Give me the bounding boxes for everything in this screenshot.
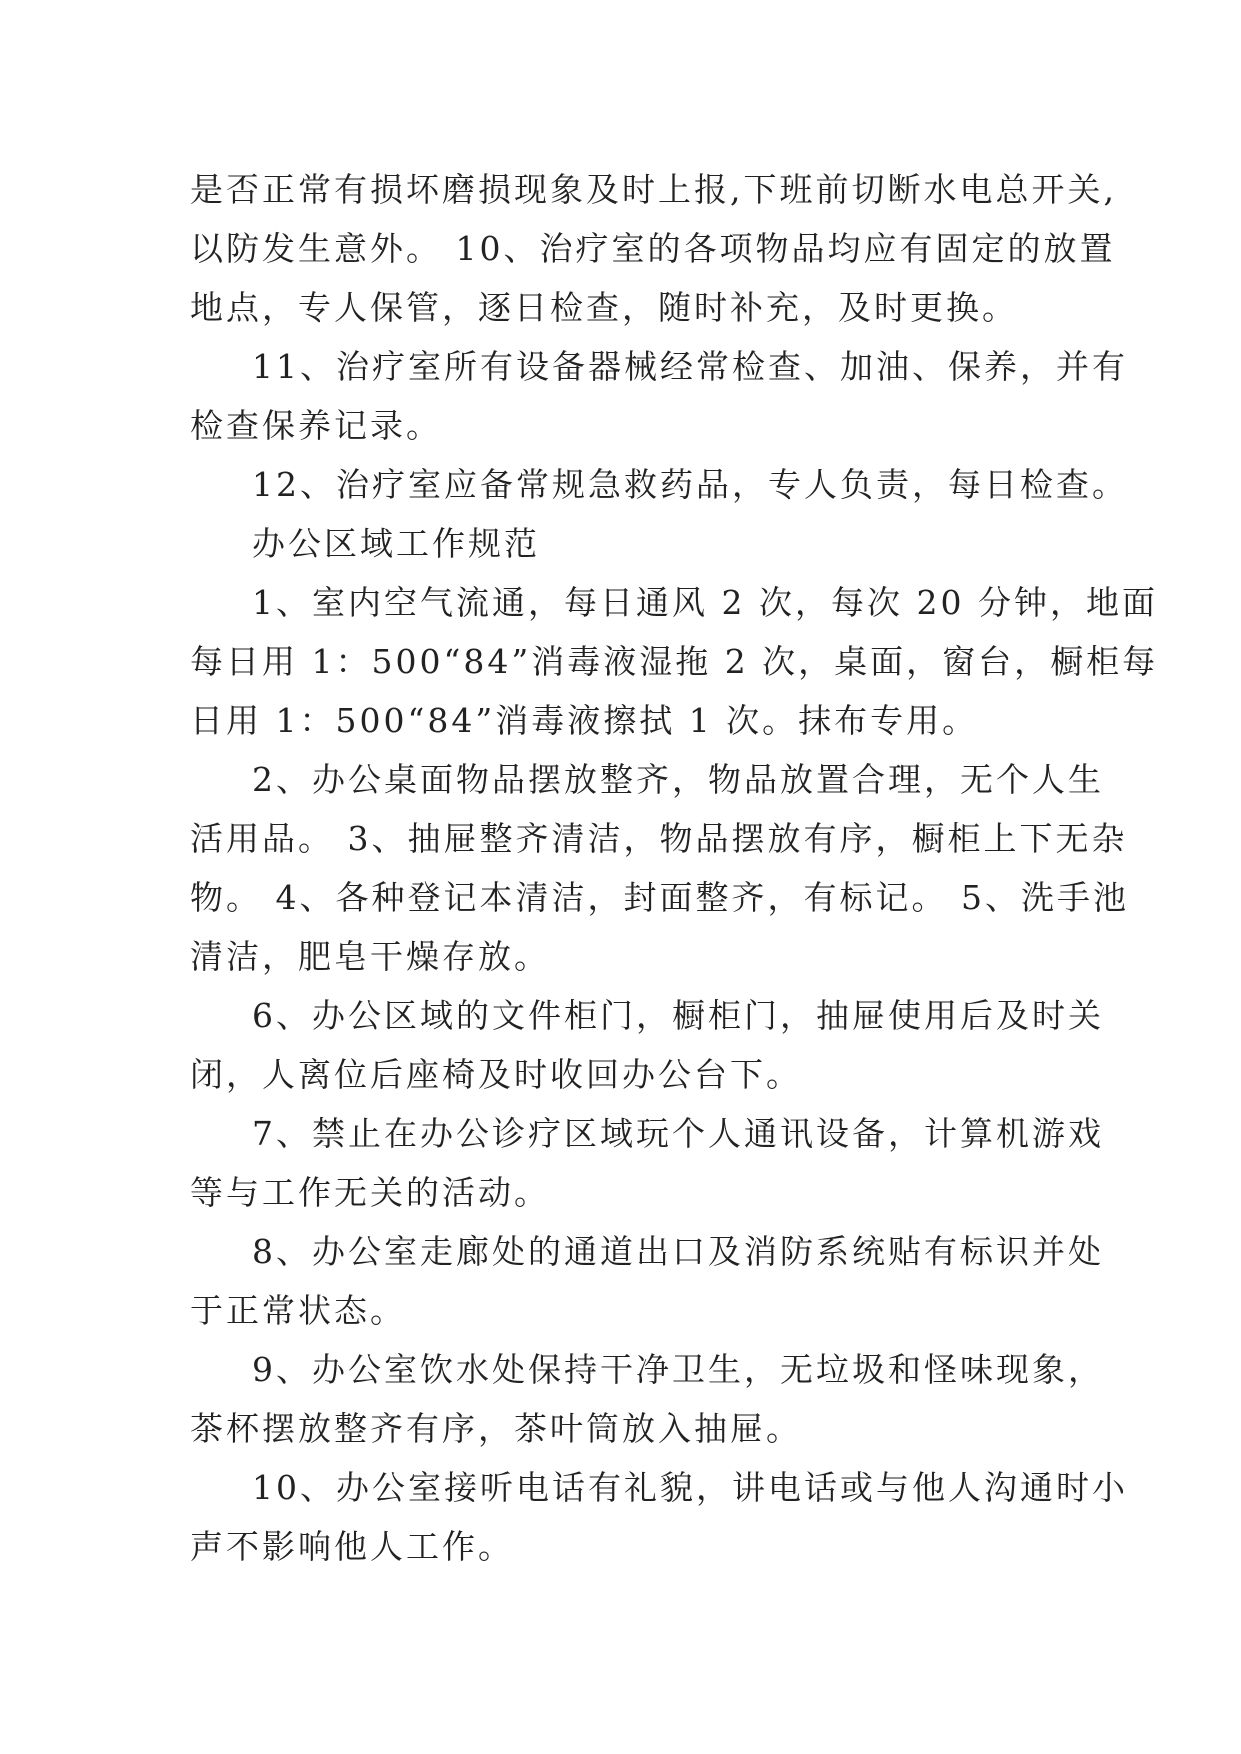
text-line: 物。 4、各种登记本清洁，封面整齐，有标记。 5、洗手池 — [190, 878, 1129, 917]
text-line: 地点，专人保管，逐日检查，随时补充，及时更换。 — [190, 288, 1018, 327]
text-line: 11、治疗室所有设备器械经常检查、加油、保养，并有 — [252, 347, 1128, 386]
text-line: 等与工作无关的活动。 — [190, 1173, 550, 1212]
section-heading: 办公区域工作规范 — [252, 524, 540, 563]
text-line: 6、办公区域的文件柜门，橱柜门，抽屉使用后及时关 — [252, 996, 1104, 1035]
text-line: 活用品。 3、抽屉整齐清洁，物品摆放有序，橱柜上下无杂 — [190, 819, 1128, 858]
text-line: 8、办公室走廊处的通道出口及消防系统贴有标识并处 — [252, 1232, 1104, 1271]
text-line: 9、办公室饮水处保持干净卫生，无垃圾和怪味现象， — [252, 1350, 1104, 1389]
text-line: 检查保养记录。 — [190, 406, 442, 445]
text-line: 于正常状态。 — [190, 1291, 406, 1330]
text-line: 12、治疗室应备常规急救药品，专人负责，每日检查。 — [252, 465, 1128, 504]
text-line: 是否正常有损坏磨损现象及时上报,下班前切断水电总开关, — [190, 170, 1117, 209]
text-line: 日用 1：500“84”消毒液擦拭 1 次。抹布专用。 — [190, 701, 979, 740]
text-line: 茶杯摆放整齐有序，茶叶筒放入抽屉。 — [190, 1409, 802, 1448]
text-line: 10、办公室接听电话有礼貌，讲电话或与他人沟通时小 — [252, 1468, 1128, 1507]
text-line: 以防发生意外。 10、治疗室的各项物品均应有固定的放置 — [190, 229, 1116, 268]
text-line: 7、禁止在办公诊疗区域玩个人通讯设备，计算机游戏 — [252, 1114, 1104, 1153]
text-line: 清洁，肥皂干燥存放。 — [190, 937, 550, 976]
text-line: 声不影响他人工作。 — [190, 1527, 514, 1566]
text-line: 每日用 1：500“84”消毒液湿拖 2 次，桌面，窗台，橱柜每 — [190, 642, 1159, 681]
document-body — [190, 160, 1159, 1576]
text-line: 1、室内空气流通，每日通风 2 次，每次 20 分钟，地面 — [252, 583, 1158, 622]
text-line: 闭，人离位后座椅及时收回办公台下。 — [190, 1055, 802, 1094]
text-line: 2、办公桌面物品摆放整齐，物品放置合理，无个人生 — [252, 760, 1104, 799]
